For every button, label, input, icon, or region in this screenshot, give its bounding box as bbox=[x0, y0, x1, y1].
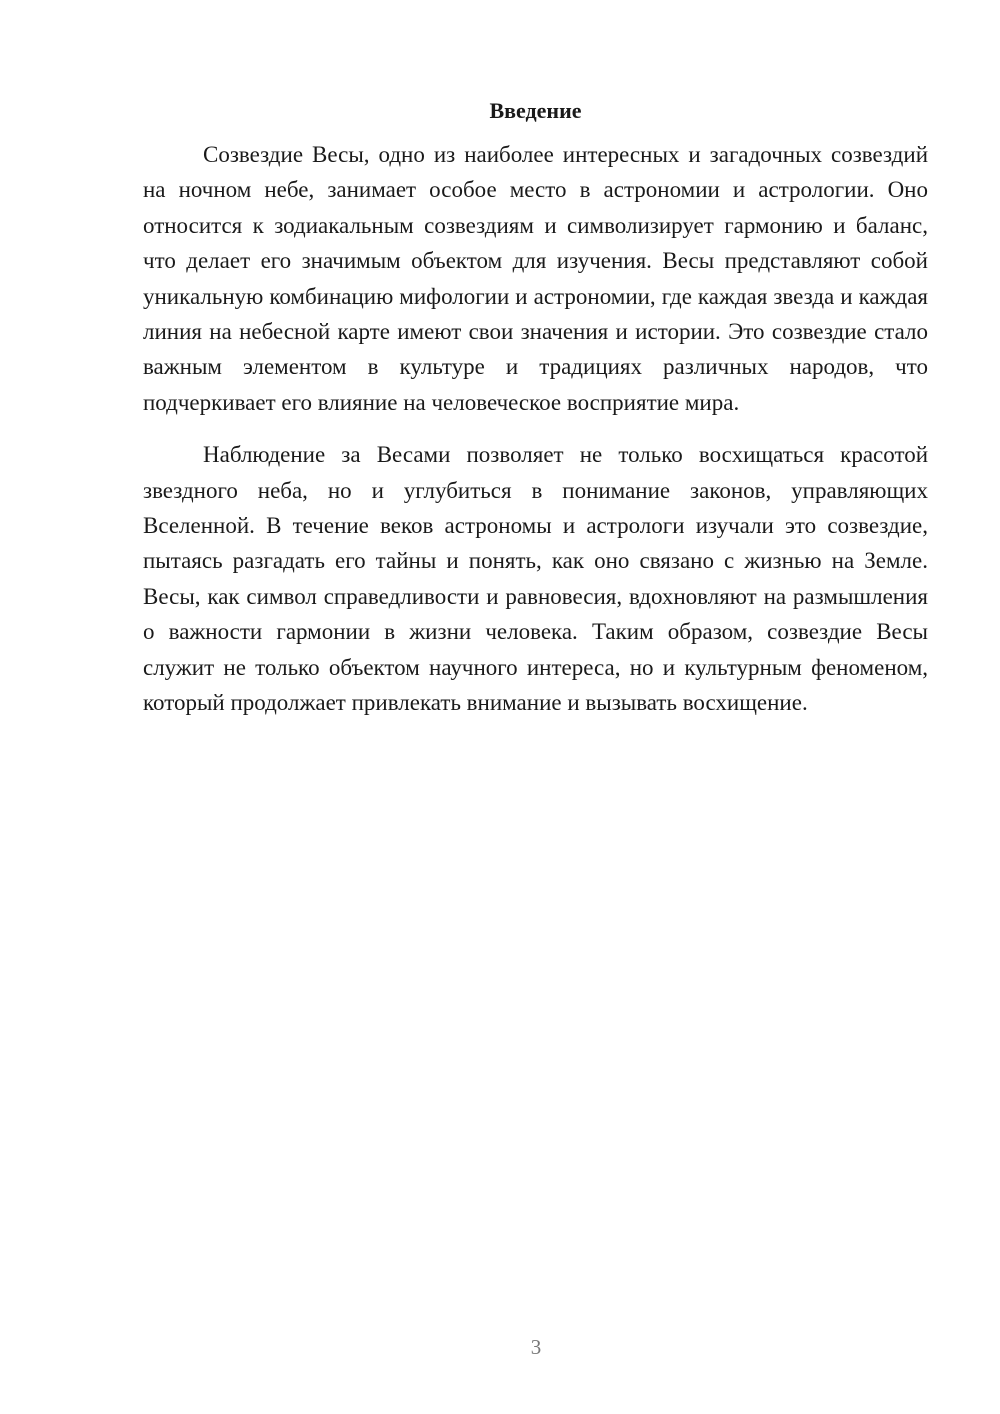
page-content bbox=[143, 95, 928, 721]
paragraph-2: Наблюдение за Весами позволяет не только восхищаться красотой звездного неба, но и углубиться в понимание законов, управляющих Вселенной. В течение веков астрономы и астрологи изучали это созвездие, пытаясь разгадать его тайны и понять, как оно связано с жизнью на Земле. Весы, как символ справедливости и равновесия, вдохновляют на размышления о важности гармонии в жизни человека. Таким образом, созвездие Весы служит не только объектом научного интереса, но и культурным феноменом, который продолжает привлекать внимание и вызывать восхищение. bbox=[143, 442, 928, 716]
section-heading: Введение bbox=[489, 98, 582, 123]
paragraph-1: Созвездие Весы, одно из наиболее интересных и загадочных созвездий на ночном небе, занимает особое место в астрономии и астрологии. Оно относится к зодиакальным созвездиям и символизирует гармонию и баланс, что делает его значимым объектом для изучения. Весы представляют собой уникальную комбинацию мифологии и астрономии, где каждая звезда и каждая линия на небесной карте имеют свои значения и истории. Это созвездие стало важным элементом в культуре и традициях различных народов, что подчеркивает его влияние на человеческое восприятие мира. bbox=[143, 142, 928, 415]
page-number: 3 bbox=[530, 1335, 542, 1359]
